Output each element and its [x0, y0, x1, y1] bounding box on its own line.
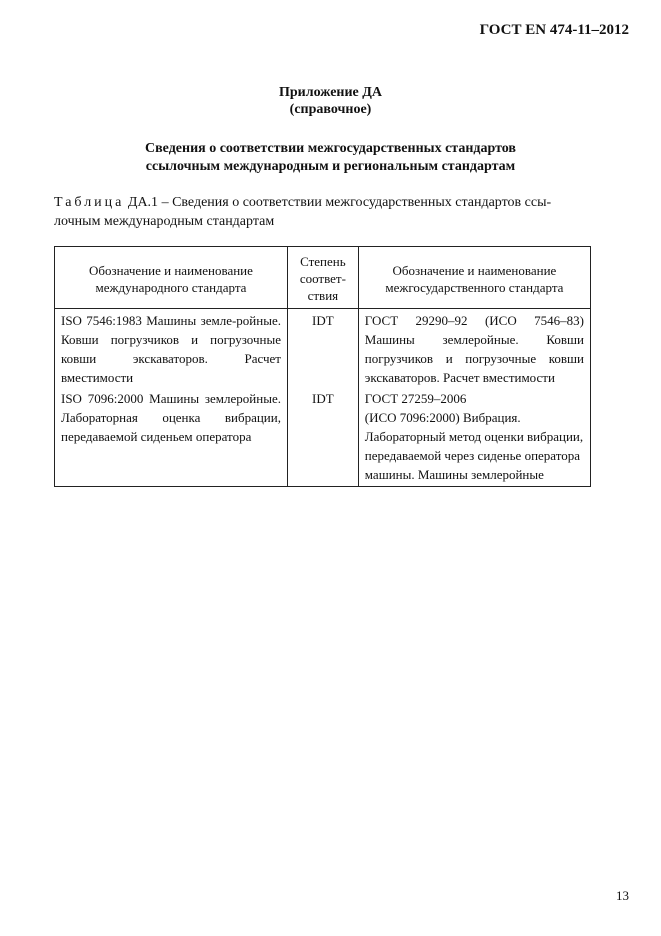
cell-international: ISO 7096:2000 Машины землеройные. Лабораторная оценка вибрации, передаваемой сиденьем оператора	[55, 387, 288, 487]
table-caption-text-line2: лочным международным стандартам	[54, 214, 275, 229]
header-col3-line2: межгосударственного стандарта	[385, 279, 564, 295]
cell-interstate-line2: (ИСО 7096:2000) Вибрация. Лабораторный метод оценки вибрации, передаваемой через сиденье оператора машины. Машины землеройные	[364, 410, 584, 482]
cell-international: ISO 7546:1983 Машины земле-ройные. Ковши погрузчиков и погрузочные ковши экскаваторов. Расчет вместимости	[55, 309, 288, 388]
header-col2-line3: ствия	[307, 287, 339, 303]
header-col2-line1: Степень	[300, 253, 346, 269]
table-caption-number: ДА.1	[127, 195, 159, 210]
section-title-line1: Сведения о соответствии межгосударственных стандартов	[145, 141, 516, 156]
header-col1-line2: международного стандарта	[95, 279, 247, 295]
table-row	[55, 387, 591, 487]
table-row	[55, 309, 591, 388]
annex-heading	[0, 84, 661, 118]
header-col1-line1: Обозначение и наименование	[89, 262, 253, 278]
cell-degree: IDT	[287, 309, 358, 388]
cell-degree: IDT	[287, 387, 358, 487]
header-degree-of-correspondence	[287, 247, 358, 309]
section-title-line2: ссылочным международным и региональным стандартам	[145, 159, 516, 174]
header-interstate-standard	[358, 247, 590, 309]
cell-interstate: ГОСТ 29290–92 (ИСО 7546–83) Машины землеройные. Ковши погрузчиков и погрузочные ковши экскаваторов. Расчет вместимости	[358, 309, 590, 388]
header-col2-line2: соответ-	[299, 270, 346, 286]
header-col3-line1: Обозначение и наименование	[392, 262, 557, 278]
cell-interstate-line1: ГОСТ 27259–2006	[364, 391, 467, 406]
section-heading	[0, 140, 661, 176]
header-international-standard	[55, 247, 288, 309]
document-code: ГОСТ EN 474-11–2012	[479, 22, 629, 38]
annex-title: Приложение ДА	[278, 85, 383, 100]
table-caption	[54, 193, 610, 231]
standards-correspondence-table	[54, 246, 591, 487]
table-header-row	[55, 247, 591, 309]
annex-subtitle: (справочное)	[289, 102, 372, 117]
table-caption-label: Таблица	[54, 195, 125, 210]
cell-interstate	[358, 387, 590, 487]
page-number: 13	[616, 888, 629, 903]
table-caption-text-line1: – Сведения о соответствии межгосударственных стандартов ссы-	[158, 195, 552, 210]
